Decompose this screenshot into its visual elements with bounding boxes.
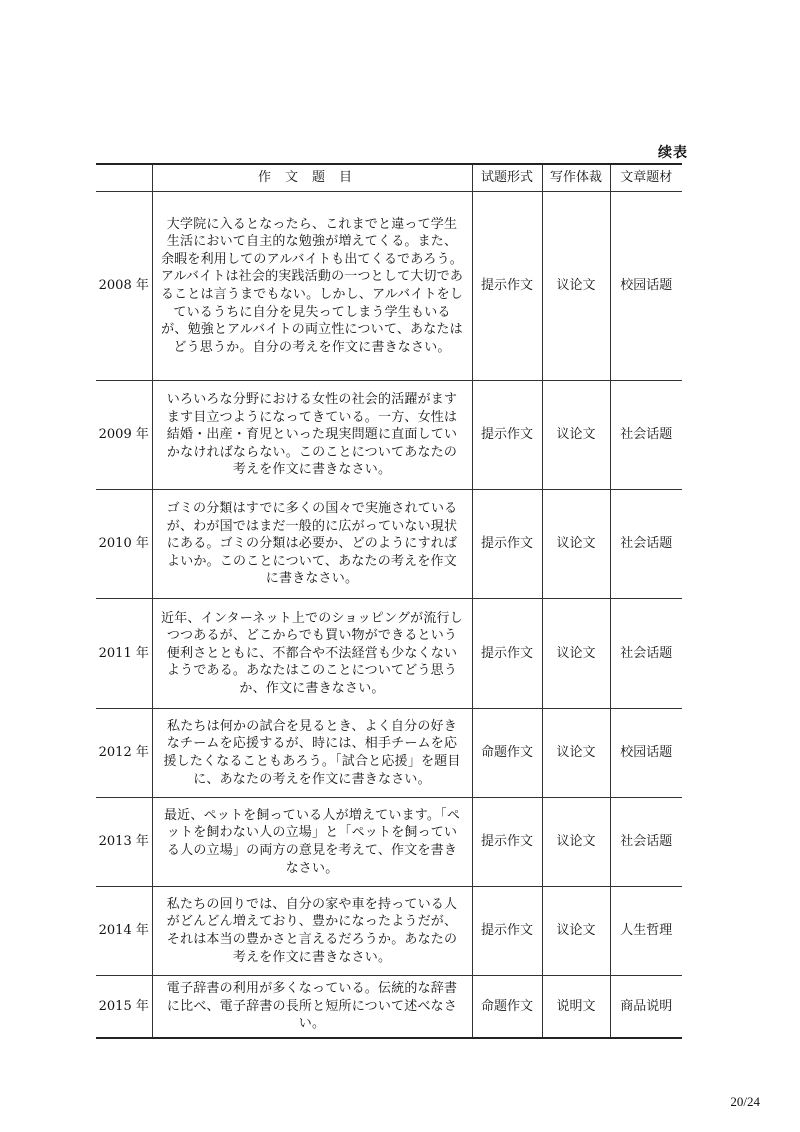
year-cell: 2015 年 — [96, 976, 152, 1038]
year-cell: 2012 年 — [96, 709, 152, 798]
topic-cell: 電子辞書の利用が多くなっている。伝統的な辞書に比べ、電子辞書の長所と短所について述べなさい。 — [152, 976, 472, 1038]
year-cell: 2014 年 — [96, 887, 152, 976]
form-cell: 提示作文 — [472, 599, 542, 709]
genre-cell: 说明文 — [542, 976, 610, 1038]
table-row — [96, 192, 682, 381]
continued-label: 续表 — [658, 145, 688, 161]
header-year — [96, 164, 152, 192]
topic-cell: ゴミの分類はすでに多くの国々で実施されているが、わが国ではまだ一般的に広がっていない現状にある。ゴミの分類は必要か、どのようにすればよいか。このことについて、あなたの考えを作文に書きなさい。 — [152, 490, 472, 599]
form-cell: 提示作文 — [472, 798, 542, 887]
table-row — [96, 490, 682, 599]
genre-cell: 议论文 — [542, 599, 610, 709]
topic-cell: 私たちの回りでは、自分の家や車を持っている人がどんどん増えており、豊かになったようだが、それは本当の豊かさと言えるだろうか。あなたの考えを作文に書きなさい。 — [152, 887, 472, 976]
theme-cell: 商品说明 — [610, 976, 682, 1038]
genre-cell: 议论文 — [542, 192, 610, 381]
header-form: 试题形式 — [472, 164, 542, 192]
year-cell: 2008 年 — [96, 192, 152, 381]
form-cell: 提示作文 — [472, 887, 542, 976]
header-theme: 文章题材 — [610, 164, 682, 192]
form-cell: 命题作文 — [472, 709, 542, 798]
table-row — [96, 381, 682, 490]
year-cell: 2013 年 — [96, 798, 152, 887]
header-topic: 作文题目 — [152, 164, 472, 192]
year-cell: 2010 年 — [96, 490, 152, 599]
table-row — [96, 709, 682, 798]
theme-cell: 社会话题 — [610, 490, 682, 599]
table-row — [96, 976, 682, 1038]
theme-cell: 校园话题 — [610, 709, 682, 798]
table-header-row — [96, 164, 682, 192]
topic-cell: 近年、インターネット上でのショッピングが流行しつつあるが、どこからでも買い物ができるという便利さとともに、不都合や不法経営も少なくないようである。あなたはこのことについてどう思うか、作文に書きなさい。 — [152, 599, 472, 709]
genre-cell: 议论文 — [542, 381, 610, 490]
genre-cell: 议论文 — [542, 709, 610, 798]
genre-cell: 议论文 — [542, 490, 610, 599]
topic-cell: 私たちは何かの試合を見るとき、よく自分の好きなチームを応援するが、時には、相手チームを応援したくなることもあろう。「試合と応援」を題目に、あなたの考えを作文に書きなさい。 — [152, 709, 472, 798]
form-cell: 提示作文 — [472, 381, 542, 490]
year-cell: 2009 年 — [96, 381, 152, 490]
genre-cell: 议论文 — [542, 887, 610, 976]
page-number: 20/24 — [730, 1094, 760, 1109]
header-genre: 写作体裁 — [542, 164, 610, 192]
table-row — [96, 599, 682, 709]
form-cell: 提示作文 — [472, 490, 542, 599]
theme-cell: 社会话题 — [610, 381, 682, 490]
theme-cell: 社会话题 — [610, 599, 682, 709]
topic-cell: いろいろな分野における女性の社会的活躍がますます目立つようになってきている。一方、女性は結婚・出産・育児といった現実問題に直面していかなければならない。このことについてあなたの考えを作文に書きなさい。 — [152, 381, 472, 490]
theme-cell: 人生哲理 — [610, 887, 682, 976]
essay-topics-table — [96, 163, 682, 1039]
topic-cell: 大学院に入るとなったら、これまでと違って学生生活において自主的な勉強が増えてくる。また、余暇を利用してのアルバイトも出てくるであろう。アルバイトは社会的実践活動の一つとして大切であることは言うまでもない。しかし、アルバイトをしているうちに自分を見失ってしまう学生もいるが、勉強とアルバイトの両立性について、あなたはどう思うか。自分の考えを作文に書きなさい。 — [152, 192, 472, 381]
form-cell: 命题作文 — [472, 976, 542, 1038]
theme-cell: 社会话题 — [610, 798, 682, 887]
theme-cell: 校园话题 — [610, 192, 682, 381]
genre-cell: 议论文 — [542, 798, 610, 887]
table-row — [96, 887, 682, 976]
year-cell: 2011 年 — [96, 599, 152, 709]
topic-cell: 最近、ペットを飼っている人が増えています。「ペットを飼わない人の立場」と「ペットを飼っている人の立場」の両方の意見を考えて、作文を書きなさい。 — [152, 798, 472, 887]
table-row — [96, 798, 682, 887]
form-cell: 提示作文 — [472, 192, 542, 381]
